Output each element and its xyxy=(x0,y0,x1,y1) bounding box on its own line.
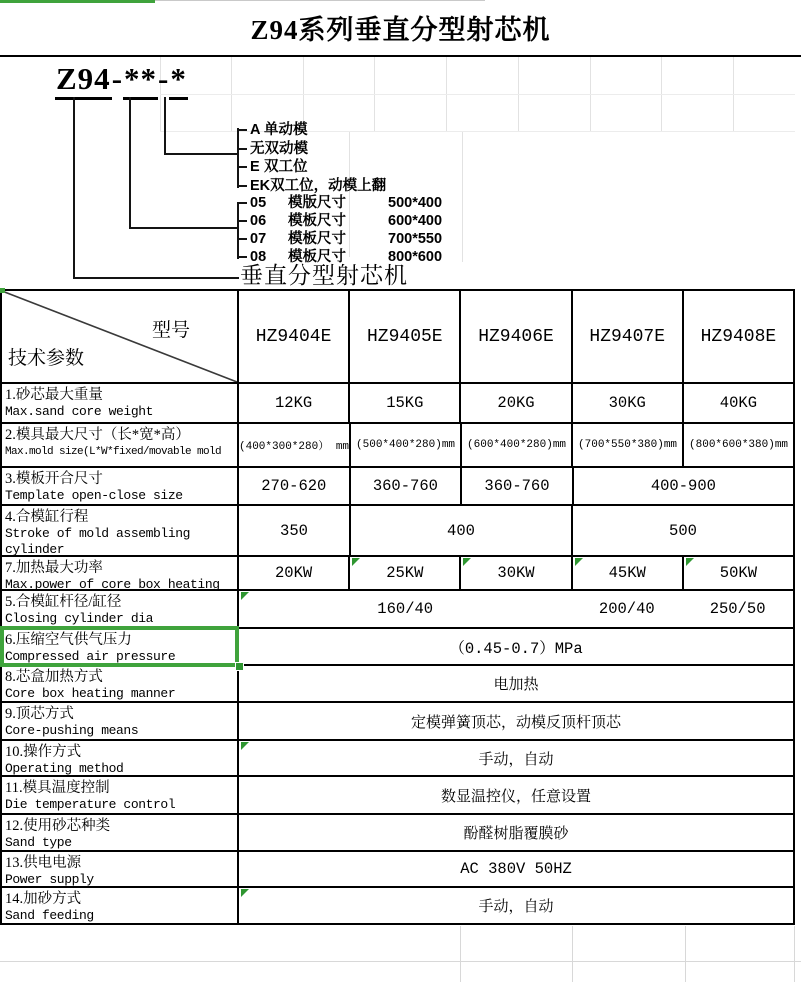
spec-value-cell[interactable]: 400 xyxy=(349,506,571,555)
spec-row xyxy=(2,504,793,555)
code-plate: ** xyxy=(123,61,158,100)
table-header-row xyxy=(2,291,793,382)
gridline xyxy=(0,961,801,962)
spec-label-en: Compressed air pressure xyxy=(5,649,176,664)
title-row xyxy=(0,0,801,57)
spec-label-en: Sand type xyxy=(5,835,72,850)
spec-row xyxy=(2,886,793,923)
spec-value-cell[interactable]: 270-620 xyxy=(261,477,327,495)
variant-code: EK xyxy=(250,178,271,194)
spec-value-cell[interactable]: 250/50 xyxy=(709,600,766,618)
spec-row xyxy=(2,739,793,775)
code-base: Z94 xyxy=(55,61,112,100)
plate-code: 05 xyxy=(250,195,267,211)
spec-label-zh: 5.合模缸杆径/缸径 xyxy=(5,594,122,610)
gridline xyxy=(572,926,573,982)
spec-label-en: Die temperature control xyxy=(5,797,176,812)
spec-label-cell[interactable] xyxy=(2,852,239,886)
plate-size: 600*400 xyxy=(388,213,443,229)
spec-label-cell[interactable] xyxy=(2,777,239,813)
spec-values xyxy=(239,666,793,701)
spec-values xyxy=(239,703,793,739)
variant-desc: 双工位 xyxy=(264,159,308,175)
plate-name: 模版尺寸 xyxy=(288,195,346,211)
spec-value-cell[interactable]: 160/40 xyxy=(239,591,571,627)
spec-label-en: Sand feeding xyxy=(5,908,94,923)
spec-values xyxy=(239,629,793,664)
error-triangle-icon xyxy=(241,889,249,897)
model-code xyxy=(55,61,188,100)
spec-row xyxy=(2,664,793,701)
spec-row xyxy=(2,422,793,466)
variant-code: 无 xyxy=(250,141,265,157)
code-dash: - xyxy=(158,61,170,96)
plate-option xyxy=(250,230,442,248)
spec-value-cell[interactable]: AC 380V 50HZ xyxy=(460,860,572,878)
plate-name: 模板尺寸 xyxy=(288,249,346,265)
error-triangle-icon xyxy=(686,558,694,566)
spec-value-cell[interactable]: 20KW xyxy=(274,564,313,582)
plate-code: 06 xyxy=(250,213,267,229)
model-header-cell[interactable]: HZ9405E xyxy=(348,291,459,382)
spec-value-cell[interactable]: 40KG xyxy=(682,384,793,422)
variant-option xyxy=(250,121,308,139)
header-corner-cell[interactable] xyxy=(2,291,239,382)
spec-label-cell[interactable] xyxy=(2,703,239,739)
corner-label-model: 型号 xyxy=(151,320,190,341)
model-header-cell[interactable]: HZ9407E xyxy=(571,291,682,382)
spec-label-cell[interactable] xyxy=(2,468,239,504)
spec-label-en: Template open-close size xyxy=(5,488,183,503)
spec-label-cell[interactable] xyxy=(2,629,239,664)
error-triangle-icon xyxy=(575,558,583,566)
diagram-bracket xyxy=(237,202,239,259)
spec-value-cell[interactable]: （0.45-0.7）MPa xyxy=(449,639,583,658)
spec-label-cell[interactable] xyxy=(2,741,239,775)
variant-desc: 双动模 xyxy=(264,141,308,157)
spec-label-en: Max.power of core box heating xyxy=(5,577,220,592)
spec-value-cell[interactable]: 50KW xyxy=(682,557,793,589)
diagram-line xyxy=(129,227,239,229)
spec-row xyxy=(2,627,793,664)
spec-value-cell[interactable]: 20KG xyxy=(459,384,570,422)
spec-label-en: Power supply xyxy=(5,872,94,887)
variant-desc: 双工位，动模上翻 xyxy=(270,178,387,194)
variant-code: A xyxy=(250,122,261,138)
variant-option xyxy=(250,158,308,176)
spec-value-cell[interactable]: 12KG xyxy=(274,394,313,412)
diagram-tick xyxy=(237,256,247,258)
spec-value-cell[interactable]: (700*550*380)mm xyxy=(571,424,682,466)
spec-value-cell[interactable]: (500*400*280)mm xyxy=(349,424,460,466)
diagram-bracket xyxy=(237,128,239,188)
diagram-tick xyxy=(237,166,247,168)
variant-code: E xyxy=(250,159,260,175)
spec-value-cell[interactable]: 400-900 xyxy=(572,468,793,504)
spec-row xyxy=(2,701,793,739)
table-corner-marker xyxy=(0,288,5,293)
spec-label-cell[interactable] xyxy=(2,384,239,422)
model-code-diagram xyxy=(0,57,801,289)
diagram-line xyxy=(164,153,239,155)
diagram-line xyxy=(164,97,166,155)
spec-label-en: Max.sand core weight xyxy=(5,404,154,419)
spec-row xyxy=(2,382,793,422)
plate-option xyxy=(250,212,442,230)
gridline xyxy=(460,926,461,982)
error-triangle-icon xyxy=(463,558,471,566)
plate-option xyxy=(250,194,442,212)
spec-label-cell[interactable] xyxy=(2,591,239,627)
spec-label-en: Core-pushing means xyxy=(5,723,139,738)
spec-value-cell[interactable]: 电加热 xyxy=(493,677,539,693)
spec-label-zh: 1.砂芯最大重量 xyxy=(5,387,103,403)
spec-label-zh: 8.芯盒加热方式 xyxy=(5,669,103,685)
plate-name: 模板尺寸 xyxy=(288,213,346,229)
spec-label-en: Stroke of mold assembling cylinder xyxy=(5,526,191,557)
plate-name: 模板尺寸 xyxy=(288,231,346,247)
spec-table xyxy=(0,289,795,925)
spec-values xyxy=(239,506,793,555)
error-triangle-icon xyxy=(241,592,249,600)
corner-label-params: 技术参数 xyxy=(8,348,85,369)
variant-desc: 单动模 xyxy=(264,122,308,138)
spec-value-cell[interactable]: (800*600*380)mm xyxy=(682,424,793,466)
model-header-cell[interactable]: HZ9406E xyxy=(459,291,570,382)
spec-label-cell[interactable] xyxy=(2,424,239,466)
diagram-tick xyxy=(237,220,247,222)
spec-label-zh: 4.合模缸行程 xyxy=(5,509,89,525)
spec-value-cell[interactable]: 15KG xyxy=(348,384,459,422)
gridline xyxy=(462,132,463,262)
spec-value-cell[interactable]: 500 xyxy=(571,506,793,555)
diagram-line xyxy=(73,97,75,279)
spec-label-en: Max.mold size(L*W*fixed/movable mold xyxy=(5,446,222,458)
spec-value-cell[interactable]: 酚醛树脂覆膜砂 xyxy=(463,826,569,842)
spec-value-cell[interactable]: 手动，自动 xyxy=(239,741,793,775)
spec-row xyxy=(2,813,793,850)
spec-values xyxy=(239,815,793,850)
spec-value-cell[interactable]: 360-760 xyxy=(349,468,461,504)
gridline xyxy=(794,926,795,982)
gridline xyxy=(160,94,795,95)
spec-label-cell[interactable] xyxy=(2,506,239,555)
spec-value-cell[interactable]: 360-760 xyxy=(460,468,572,504)
model-header-cell[interactable]: HZ9404E xyxy=(255,326,332,347)
spec-values xyxy=(239,741,793,775)
diagram-line xyxy=(129,97,131,229)
fill-handle[interactable] xyxy=(235,662,244,671)
spec-values xyxy=(239,424,793,466)
code-variant: * xyxy=(169,61,188,100)
spec-row xyxy=(2,850,793,886)
plate-size: 700*550 xyxy=(388,231,443,247)
spec-label-zh: 12.使用砂芯种类 xyxy=(5,818,111,834)
spec-value-cell[interactable]: (600*400*280)mm xyxy=(460,424,571,466)
plate-code: 07 xyxy=(250,231,267,247)
spec-value-cell[interactable]: 45KW xyxy=(571,557,682,589)
spec-value-cell[interactable]: 200/40 xyxy=(598,600,655,618)
spec-value-cell[interactable]: 定模弹簧顶芯，动模反顶杆顶芯 xyxy=(410,714,621,731)
spec-value-cell[interactable]: 数显温控仪，任意设置 xyxy=(440,788,591,805)
spec-label-zh: 10.操作方式 xyxy=(5,744,82,760)
spec-label-zh: 7.加热最大功率 xyxy=(5,560,103,576)
diagram-tick xyxy=(237,238,247,240)
spec-label-zh: 9.顶芯方式 xyxy=(5,706,74,722)
spec-label-cell[interactable] xyxy=(2,888,239,923)
spec-values xyxy=(239,777,793,813)
diagram-tick xyxy=(237,185,247,187)
plate-size: 500*400 xyxy=(388,195,443,211)
code-dash: - xyxy=(111,61,124,96)
spec-value-cell[interactable]: 25KW xyxy=(348,557,459,589)
spec-label-cell[interactable] xyxy=(2,666,239,701)
spec-label-cell[interactable] xyxy=(2,815,239,850)
spec-value-cell[interactable]: 30KG xyxy=(571,384,682,422)
diagram-tick xyxy=(237,148,247,150)
spec-values xyxy=(239,888,793,923)
spec-label-zh: 13.供电电源 xyxy=(5,855,82,871)
spec-row xyxy=(2,775,793,813)
spec-label-zh: 14.加砂方式 xyxy=(5,891,82,907)
page-title: Z94系列垂直分型射芯机 xyxy=(250,15,551,45)
error-triangle-icon xyxy=(352,558,360,566)
spec-label-zh: 2.模具最大尺寸（长*宽*高） xyxy=(5,427,190,443)
spec-label-cell[interactable] xyxy=(2,557,239,592)
plate-size: 800*600 xyxy=(388,249,443,265)
spec-row xyxy=(2,589,793,627)
error-triangle-icon xyxy=(241,742,249,750)
gridline xyxy=(685,926,686,982)
spec-values xyxy=(239,384,793,422)
spec-row xyxy=(2,466,793,504)
spec-value-cell[interactable]: (400*300*280） mm xyxy=(239,441,350,453)
spec-label-en: Closing cylinder dia xyxy=(5,611,154,626)
plate-code: 08 xyxy=(250,249,267,265)
spec-values xyxy=(239,557,793,589)
variant-option xyxy=(250,177,386,195)
spec-label-en: Core box heating manner xyxy=(5,686,176,701)
diagram-line xyxy=(73,277,239,279)
spec-values xyxy=(239,852,793,886)
diagram-tick xyxy=(237,129,247,131)
spec-label-en: Operating method xyxy=(5,761,124,776)
diagram-tick xyxy=(237,202,247,204)
spec-label-zh: 6.压缩空气供气压力 xyxy=(5,632,132,648)
spec-label-zh: 3.模板开合尺寸 xyxy=(5,471,103,487)
spec-value-cell[interactable]: 30KW xyxy=(459,557,570,589)
machine-base-label: 垂直分型射芯机 xyxy=(240,263,408,288)
spec-label-zh: 11.模具温度控制 xyxy=(5,780,110,796)
model-header-cell[interactable]: HZ9408E xyxy=(682,291,793,382)
spec-row xyxy=(2,555,793,592)
spec-value-cell[interactable]: 手动，自动 xyxy=(239,888,793,923)
spec-values xyxy=(239,468,793,504)
variant-option xyxy=(250,140,308,158)
spec-values xyxy=(239,591,793,627)
spec-value-cell[interactable]: 350 xyxy=(280,521,308,540)
